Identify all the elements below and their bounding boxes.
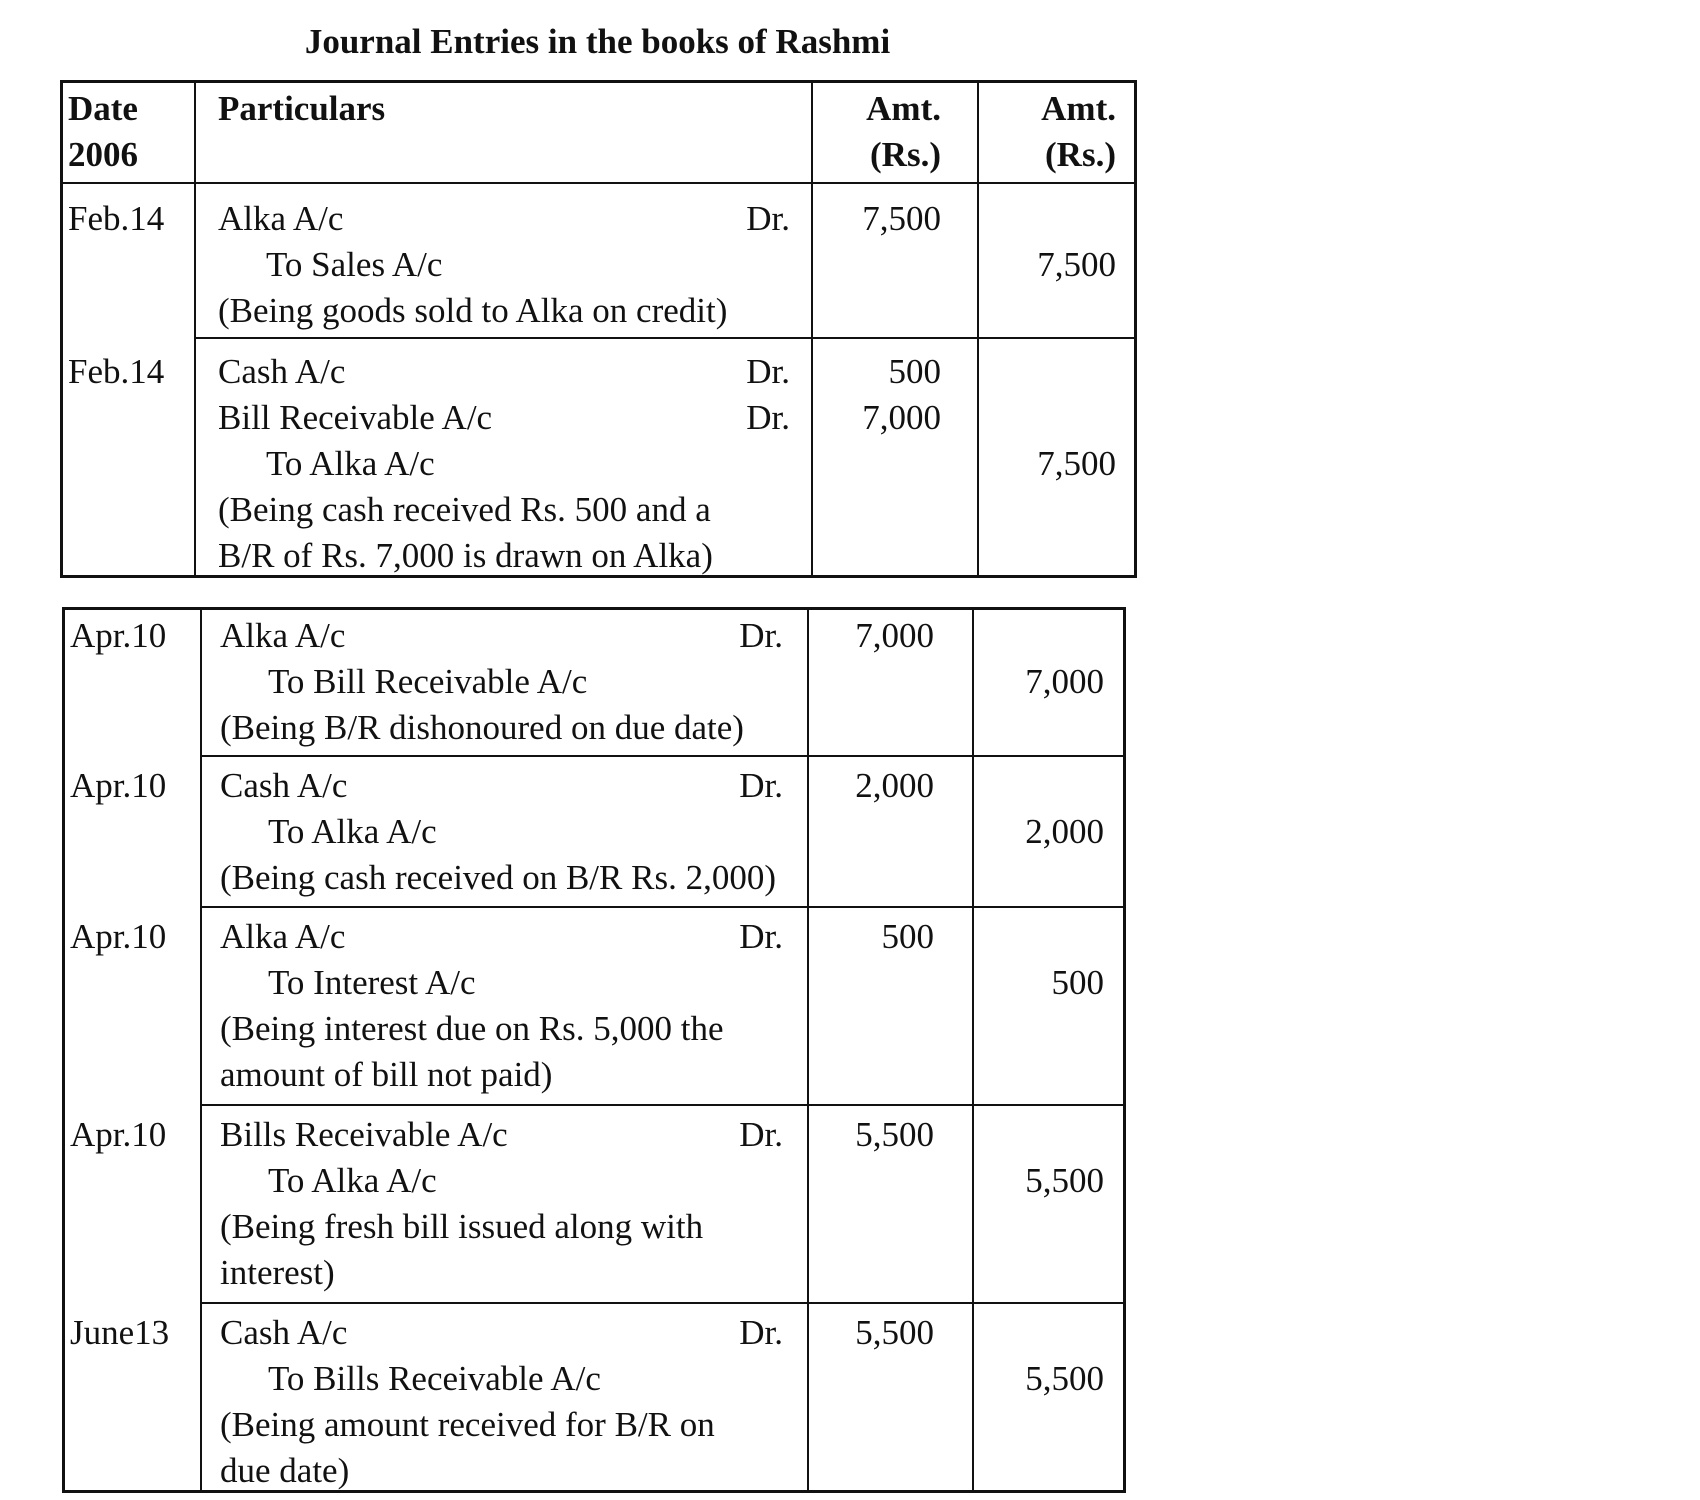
dr-label: Dr. xyxy=(739,616,783,655)
header-amt-debit: Amt. xyxy=(866,89,941,128)
debit-amount: 7,000 xyxy=(855,616,934,655)
debit-account: Cash A/c xyxy=(220,766,348,805)
entry-date: June13 xyxy=(70,1313,170,1352)
narration: (Being cash received on B/R Rs. 2,000) xyxy=(220,858,777,897)
credit-amount: 2,000 xyxy=(1025,812,1104,851)
dr-label: Dr. xyxy=(746,398,790,437)
dr-label: Dr. xyxy=(739,766,783,805)
entry-date: Apr.10 xyxy=(70,766,167,805)
entry-date: Feb.14 xyxy=(68,352,165,391)
credit-account: To Interest A/c xyxy=(268,963,476,1002)
debit-account: Alka A/c xyxy=(218,199,344,238)
narration: B/R of Rs. 7,000 is drawn on Alka) xyxy=(218,536,713,575)
header-particulars: Particulars xyxy=(218,89,386,128)
header-rs-debit: (Rs.) xyxy=(870,135,941,174)
header-date: Date xyxy=(68,89,138,128)
debit-amount: 7,500 xyxy=(862,199,941,238)
debit-amount: 500 xyxy=(881,917,934,956)
debit-amount: 7,000 xyxy=(862,398,941,437)
debit-account: Alka A/c xyxy=(220,917,346,956)
credit-amount: 7,500 xyxy=(1037,245,1116,284)
debit-account: Cash A/c xyxy=(218,352,346,391)
row-divider xyxy=(200,755,1123,757)
credit-account: To Alka A/c xyxy=(268,1161,437,1200)
narration: (Being goods sold to Alka on credit) xyxy=(218,291,728,330)
dr-label: Dr. xyxy=(746,352,790,391)
debit-account: Bills Receivable A/c xyxy=(220,1115,508,1154)
narration: (Being fresh bill issued along with xyxy=(220,1207,704,1246)
narration: (Being cash received Rs. 500 and a xyxy=(218,490,711,529)
credit-account: To Sales A/c xyxy=(266,245,443,284)
entry-date: Feb.14 xyxy=(68,199,165,238)
column-divider xyxy=(200,610,202,1490)
dr-label: Dr. xyxy=(746,199,790,238)
column-divider xyxy=(194,83,196,575)
narration: interest) xyxy=(220,1253,335,1292)
credit-amount: 5,500 xyxy=(1025,1161,1104,1200)
debit-amount: 2,000 xyxy=(855,766,934,805)
debit-amount: 500 xyxy=(888,352,941,391)
column-divider xyxy=(807,610,809,1490)
credit-amount: 5,500 xyxy=(1025,1359,1104,1398)
header-divider xyxy=(63,182,1134,184)
credit-account: To Alka A/c xyxy=(268,812,437,851)
narration: (Being B/R dishonoured on due date) xyxy=(220,708,744,747)
debit-account: Cash A/c xyxy=(220,1313,348,1352)
row-divider xyxy=(200,906,1123,908)
debit-account: Bill Receivable A/c xyxy=(218,398,493,437)
narration: amount of bill not paid) xyxy=(220,1055,553,1094)
debit-amount: 5,500 xyxy=(855,1115,934,1154)
dr-label: Dr. xyxy=(739,1115,783,1154)
dr-label: Dr. xyxy=(739,917,783,956)
dr-label: Dr. xyxy=(739,1313,783,1352)
page-title: Journal Entries in the books of Rashmi xyxy=(304,22,891,61)
row-divider xyxy=(200,1302,1123,1304)
header-year: 2006 xyxy=(68,135,138,174)
narration: (Being interest due on Rs. 5,000 the xyxy=(220,1009,724,1048)
narration: (Being amount received for B/R on xyxy=(220,1405,715,1444)
header-rs-credit: (Rs.) xyxy=(1045,135,1116,174)
narration: due date) xyxy=(220,1451,350,1490)
row-divider xyxy=(200,1104,1123,1106)
credit-amount: 500 xyxy=(1051,963,1104,1002)
entry-date: Apr.10 xyxy=(70,917,167,956)
header-amt-credit: Amt. xyxy=(1041,89,1116,128)
credit-amount: 7,500 xyxy=(1037,444,1116,483)
debit-account: Alka A/c xyxy=(220,616,346,655)
credit-account: To Bills Receivable A/c xyxy=(268,1359,601,1398)
debit-amount: 5,500 xyxy=(855,1313,934,1352)
credit-account: To Alka A/c xyxy=(266,444,435,483)
credit-amount: 7,000 xyxy=(1025,662,1104,701)
row-divider xyxy=(194,337,1134,339)
entry-date: Apr.10 xyxy=(70,616,167,655)
credit-account: To Bill Receivable A/c xyxy=(268,662,588,701)
entry-date: Apr.10 xyxy=(70,1115,167,1154)
